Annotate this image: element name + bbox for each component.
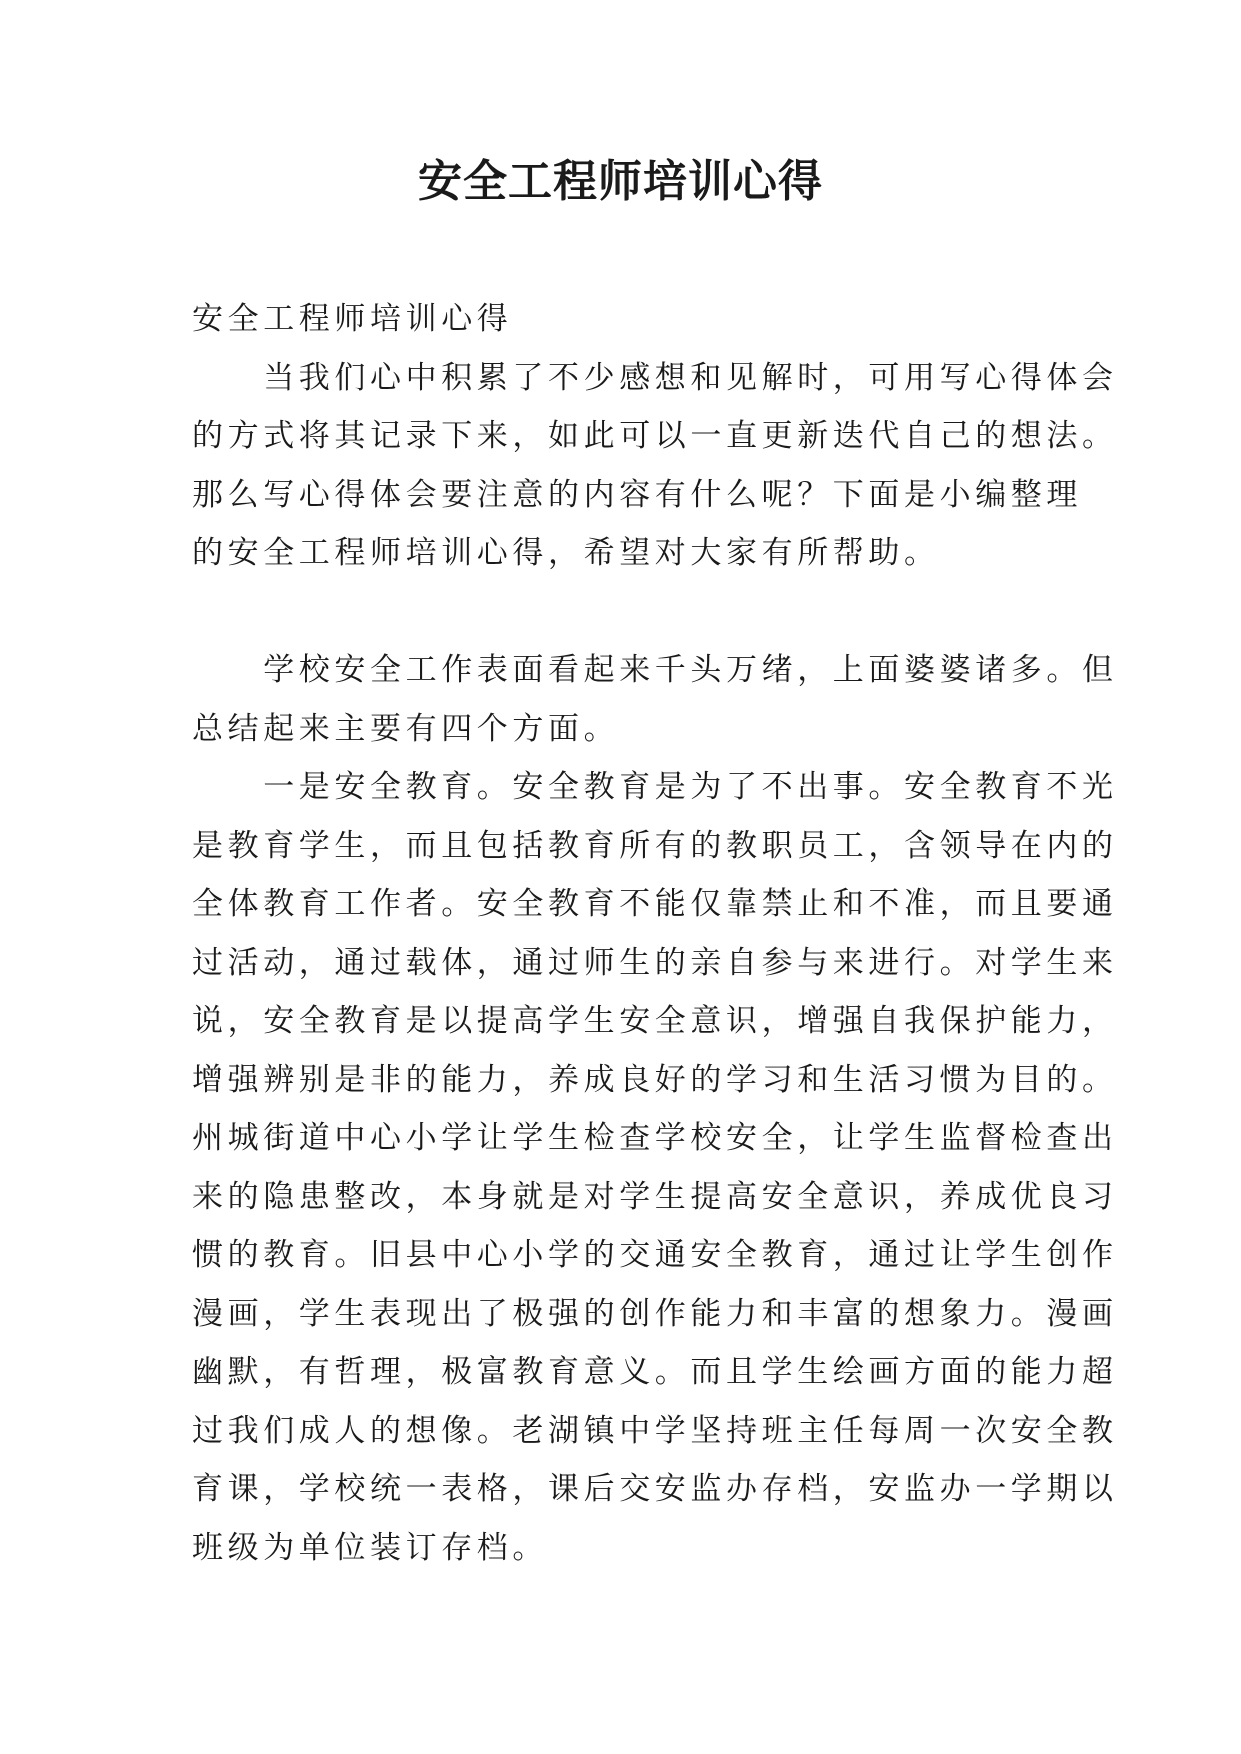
paragraph-line: 过活动，通过载体，通过师生的亲自参与来进行。对学生来 bbox=[192, 944, 1118, 981]
paragraph-line: 惯的教育。旧县中心小学的交通安全教育，通过让学生创作 bbox=[192, 1237, 1118, 1273]
paragraph-line: 过我们成人的想像。老湖镇中学坚持班主任每周一次安全教 bbox=[192, 1412, 1118, 1449]
intro-line: 的安全工程师培训心得，希望对大家有所帮助。 bbox=[192, 535, 940, 571]
paragraph-line: 是教育学生，而且包括教育所有的教职员工，含领导在内的 bbox=[192, 827, 1118, 864]
paragraph-line: 学校安全工作表面看起来千头万绪，上面婆婆诸多。但 bbox=[192, 652, 1118, 688]
paragraph-line: 幽默，有哲理，极富教育意义。而且学生绘画方面的能力超 bbox=[192, 1354, 1118, 1390]
paragraph-line: 班级为单位装订存档。 bbox=[192, 1529, 548, 1566]
document-title: 安全工程师培训心得 bbox=[418, 156, 823, 207]
intro-line: 的方式将其记录下来，如此可以一直更新迭代自己的想法。 bbox=[192, 418, 1118, 454]
paragraph-line: 州城街道中心小学让学生检查学校安全，让学生监督检查出 bbox=[192, 1120, 1118, 1156]
paragraph-school-safety bbox=[192, 641, 1118, 758]
paragraph-line: 漫画，学生表现出了极强的创作能力和丰富的想象力。漫画 bbox=[192, 1295, 1118, 1332]
paragraph-line: 来的隐患整改，本身就是对学生提高安全意识，养成优良习 bbox=[192, 1178, 1118, 1215]
intro-paragraph bbox=[192, 349, 1118, 583]
intro-line: 当我们心中积累了不少感想和见解时，可用写心得体会 bbox=[192, 359, 1118, 396]
paragraph-line: 增强辨别是非的能力，养成良好的学习和生活习惯为目的。 bbox=[192, 1061, 1118, 1098]
paragraph-line: 育课，学校统一表格，课后交安监办存档，安监办一学期以 bbox=[192, 1471, 1118, 1507]
paragraph-line: 全体教育工作者。安全教育不能仅靠禁止和不准，而且要通 bbox=[192, 886, 1118, 922]
paragraph-line: 一是安全教育。安全教育是为了不出事。安全教育不光 bbox=[192, 769, 1118, 805]
document-subtitle: 安全工程师培训心得 bbox=[192, 301, 513, 337]
paragraph-line: 说，安全教育是以提高学生安全意识，增强自我保护能力， bbox=[192, 1003, 1118, 1039]
paragraph-line: 总结起来主要有四个方面。 bbox=[192, 710, 620, 747]
paragraph-safety-education bbox=[192, 758, 1118, 1577]
intro-line: 那么写心得体会要注意的内容有什么呢？下面是小编整理 bbox=[192, 476, 1082, 513]
paragraph-spacer bbox=[192, 583, 1064, 642]
document-body bbox=[192, 290, 1118, 1577]
